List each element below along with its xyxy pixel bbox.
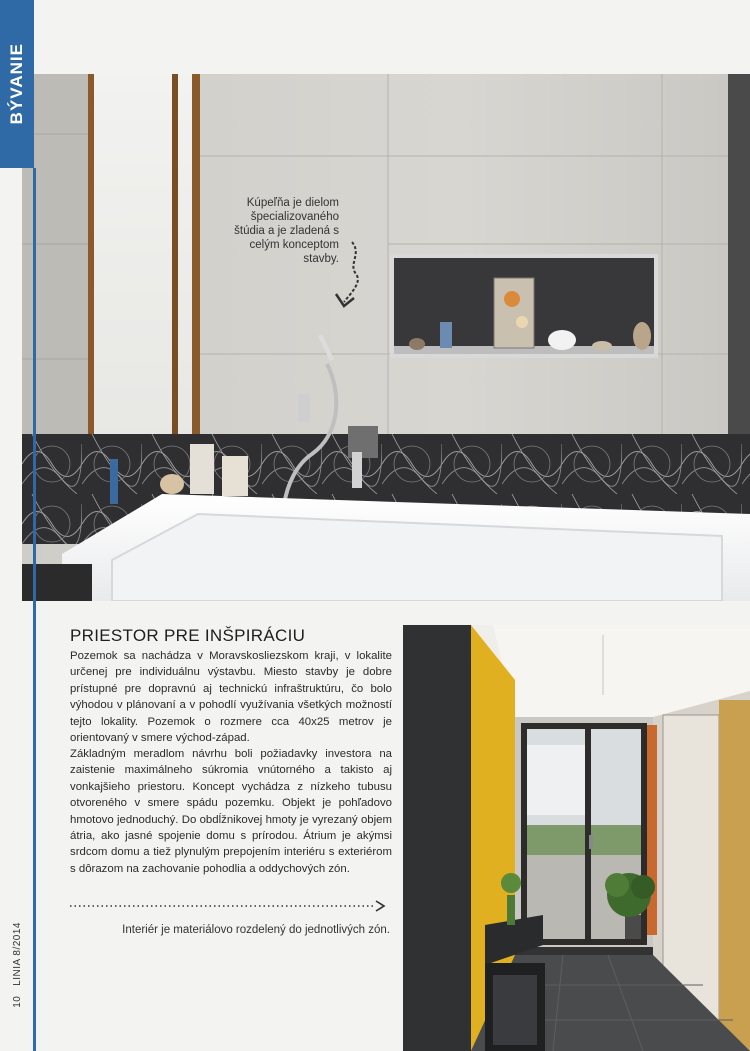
side-accent-line [33, 168, 36, 1051]
top-photo-caption: Kúpeľňa je dielom špecializovaného štúdia a je zladená s celým konceptom stavby. [234, 197, 339, 265]
section-tab [0, 0, 34, 168]
section-label: BÝVANIE [7, 43, 26, 125]
page-number: 10 [11, 995, 23, 1008]
article-paragraph-1: Pozemok sa nachádza v Moravskosliezskom kraji, v lokalite určenej pre individuálnu výstavbu. Miesto stavby je dobre prístupné pre dopravnú aj technickú infraštruktúru, čo bolo výhodou v plánovaní a v pohodlí využívania všetkých možností tejto lokality. Pozemok o rozmere cca 40x25 metrov je orientovaný v smere východ-západ. [70, 650, 392, 745]
issue-label: LINIA 8/2014 [11, 922, 23, 986]
bathroom-photo [22, 74, 750, 601]
dotted-arrow-icon [70, 900, 388, 912]
page-folio [6, 900, 28, 1030]
hallway-photo [403, 625, 750, 1051]
bottom-photo-caption: Interiér je materiálovo rozdelený do jednotlivých zón. [122, 924, 390, 936]
curved-arrow-icon [330, 240, 370, 312]
article-paragraph-2: Základným meradlom návrhu boli požiadavky investora na zaistenie maximálneho súkromia vnútorného a takisto aj vonkajšieho priestoru. Koncept vychádza z nízkeho tubusu otvoreného v smere spádu pozemku. Objekt je pohľadovo hmotovo jednoduchý. Do obdĺžnikovej hmoty je vyrezaný objem átria, ako jasné spojenie domu s prírodou. Átrium je akýmsi srdcom domu a tiež plynulým prepojením interiéru s exteriérom s dôrazom na zachovanie pohodlia a oddychových zón. [70, 748, 392, 875]
article-heading: PRIESTOR PRE INŠPIRÁCIU [70, 626, 306, 645]
